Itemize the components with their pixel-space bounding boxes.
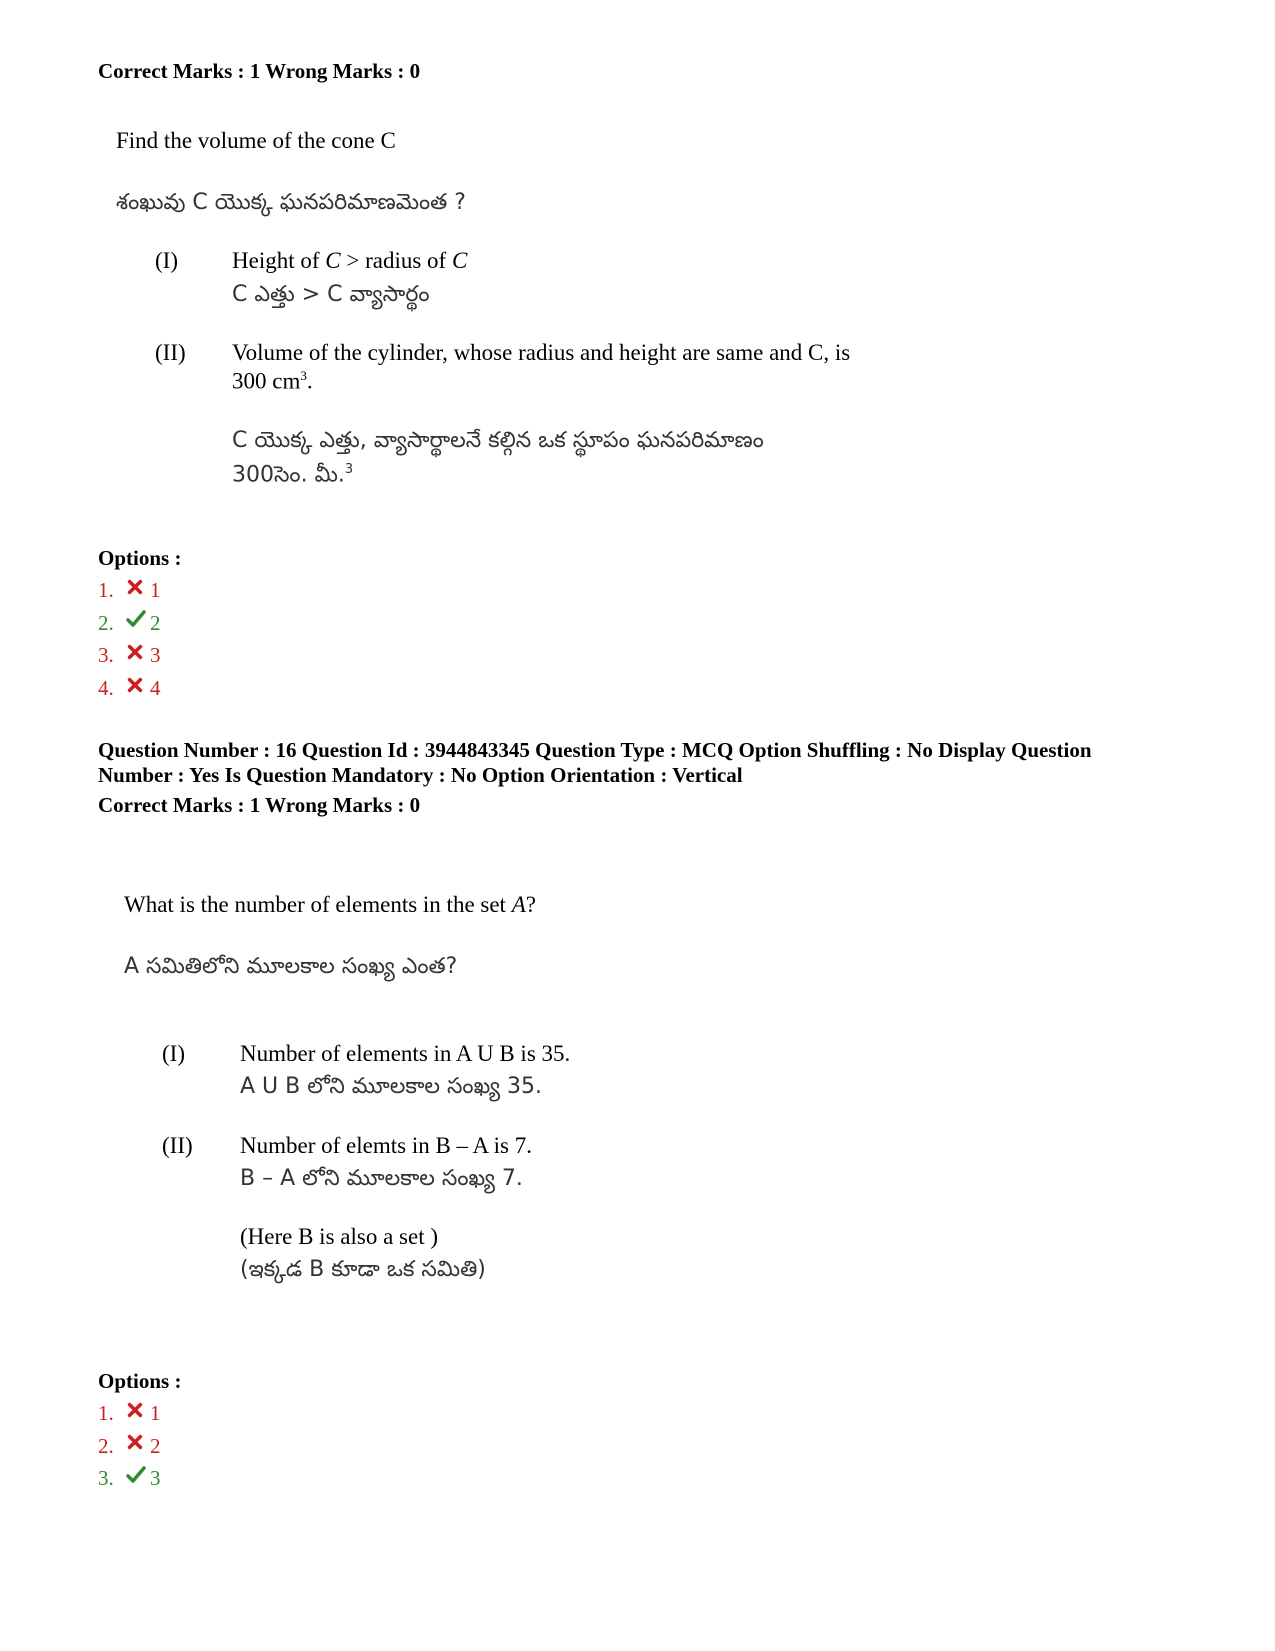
option-2 xyxy=(98,1434,161,1459)
option-number: 1. xyxy=(98,578,114,602)
option-value: 4 xyxy=(150,676,161,701)
q16-options-label: Options : xyxy=(98,1369,182,1393)
option-value: 3 xyxy=(150,1466,161,1491)
option-number: 3. xyxy=(98,1466,114,1491)
option-3 xyxy=(98,643,161,668)
q16-note-te: (ఇక్కడ B కూడా ఒక సమితి) xyxy=(240,1257,486,1282)
q16-statement-2-label: (II) xyxy=(162,1133,193,1158)
q16-statement-1-te: A U B లోని మూలకాల సంఖ్య 35. xyxy=(240,1074,543,1099)
q16-marks: Correct Marks : 1 Wrong Marks : 0 xyxy=(98,793,421,817)
cross-icon xyxy=(126,1400,146,1420)
cross-icon xyxy=(126,675,146,695)
q16-statement-2-en: Number of elemts in B – A is 7. xyxy=(240,1133,532,1158)
option-number: 4. xyxy=(98,676,114,701)
option-2 xyxy=(98,611,161,636)
option-number: 3. xyxy=(98,643,114,668)
q15-statement-1-en: Height of C > radius of C xyxy=(232,248,468,273)
option-value: 3 xyxy=(150,643,161,668)
q16-note-en: (Here B is also a set ) xyxy=(240,1224,438,1249)
q15-statement-2-en: Volume of the cylinder, whose radius and height are same and C, is xyxy=(232,340,851,365)
option-1 xyxy=(98,578,161,603)
option-value: 2 xyxy=(150,610,161,635)
option-value: 2 xyxy=(150,1433,161,1458)
option-number: 2. xyxy=(98,610,114,635)
q15-marks: Correct Marks : 1 Wrong Marks : 0 xyxy=(98,59,421,83)
option-4 xyxy=(98,676,161,701)
cross-icon xyxy=(126,642,146,662)
option-3 xyxy=(98,1466,161,1491)
check-icon xyxy=(126,1465,146,1485)
check-icon xyxy=(126,609,146,629)
q16-header-line-1: Question Number : 16 Question Id : 3944843345 Question Type : MCQ Option Shuffling : No Display Question xyxy=(98,738,1092,762)
option-value: 1 xyxy=(150,1401,161,1425)
q15-title-en: Find the volume of the cone C xyxy=(116,128,396,153)
q15-statement-2-label: (II) xyxy=(155,340,186,365)
q15-statement-2-en-line2: 300 $cm^3$. xyxy=(232,368,313,394)
q15-statement-2-te: C యొక్క ఎత్తు, వ్యాసార్థాలనే కల్గిన ఒక స్థూపం ఘనపరిమాణం xyxy=(232,428,764,453)
q16-statement-2-te: B – A లోని మూలకాల సంఖ్య 7. xyxy=(240,1166,523,1191)
option-value: 1 xyxy=(150,578,161,602)
q16-header-line-2: Number : Yes Is Question Mandatory : No Option Orientation : Vertical xyxy=(98,763,743,787)
q15-title-te: శంఖువు C యొక్క ఘనపరిమాణమెంత ? xyxy=(116,190,466,215)
q16-statement-1-label: (I) xyxy=(162,1041,185,1066)
q15-statement-2-te-line2: 300సెం. మీ.$^3$ xyxy=(232,462,354,488)
q15-statement-1-label: (I) xyxy=(155,248,178,273)
q15-statement-1-te: C ఎత్తు > C వ్యాసార్థం xyxy=(232,282,430,307)
q16-title-te: A సమితిలోని మూలకాల సంఖ్య ఎంత? xyxy=(124,954,458,979)
q16-statement-1-en: Number of elements in A U B is 35. xyxy=(240,1041,571,1066)
option-1 xyxy=(98,1401,161,1426)
cross-icon xyxy=(126,1432,146,1452)
q15-options-label: Options : xyxy=(98,546,182,570)
option-number: 1. xyxy=(98,1401,114,1425)
q16-title-en: What is the number of elements in the set A? xyxy=(124,892,536,917)
cross-icon xyxy=(126,577,146,597)
option-number: 2. xyxy=(98,1433,114,1458)
